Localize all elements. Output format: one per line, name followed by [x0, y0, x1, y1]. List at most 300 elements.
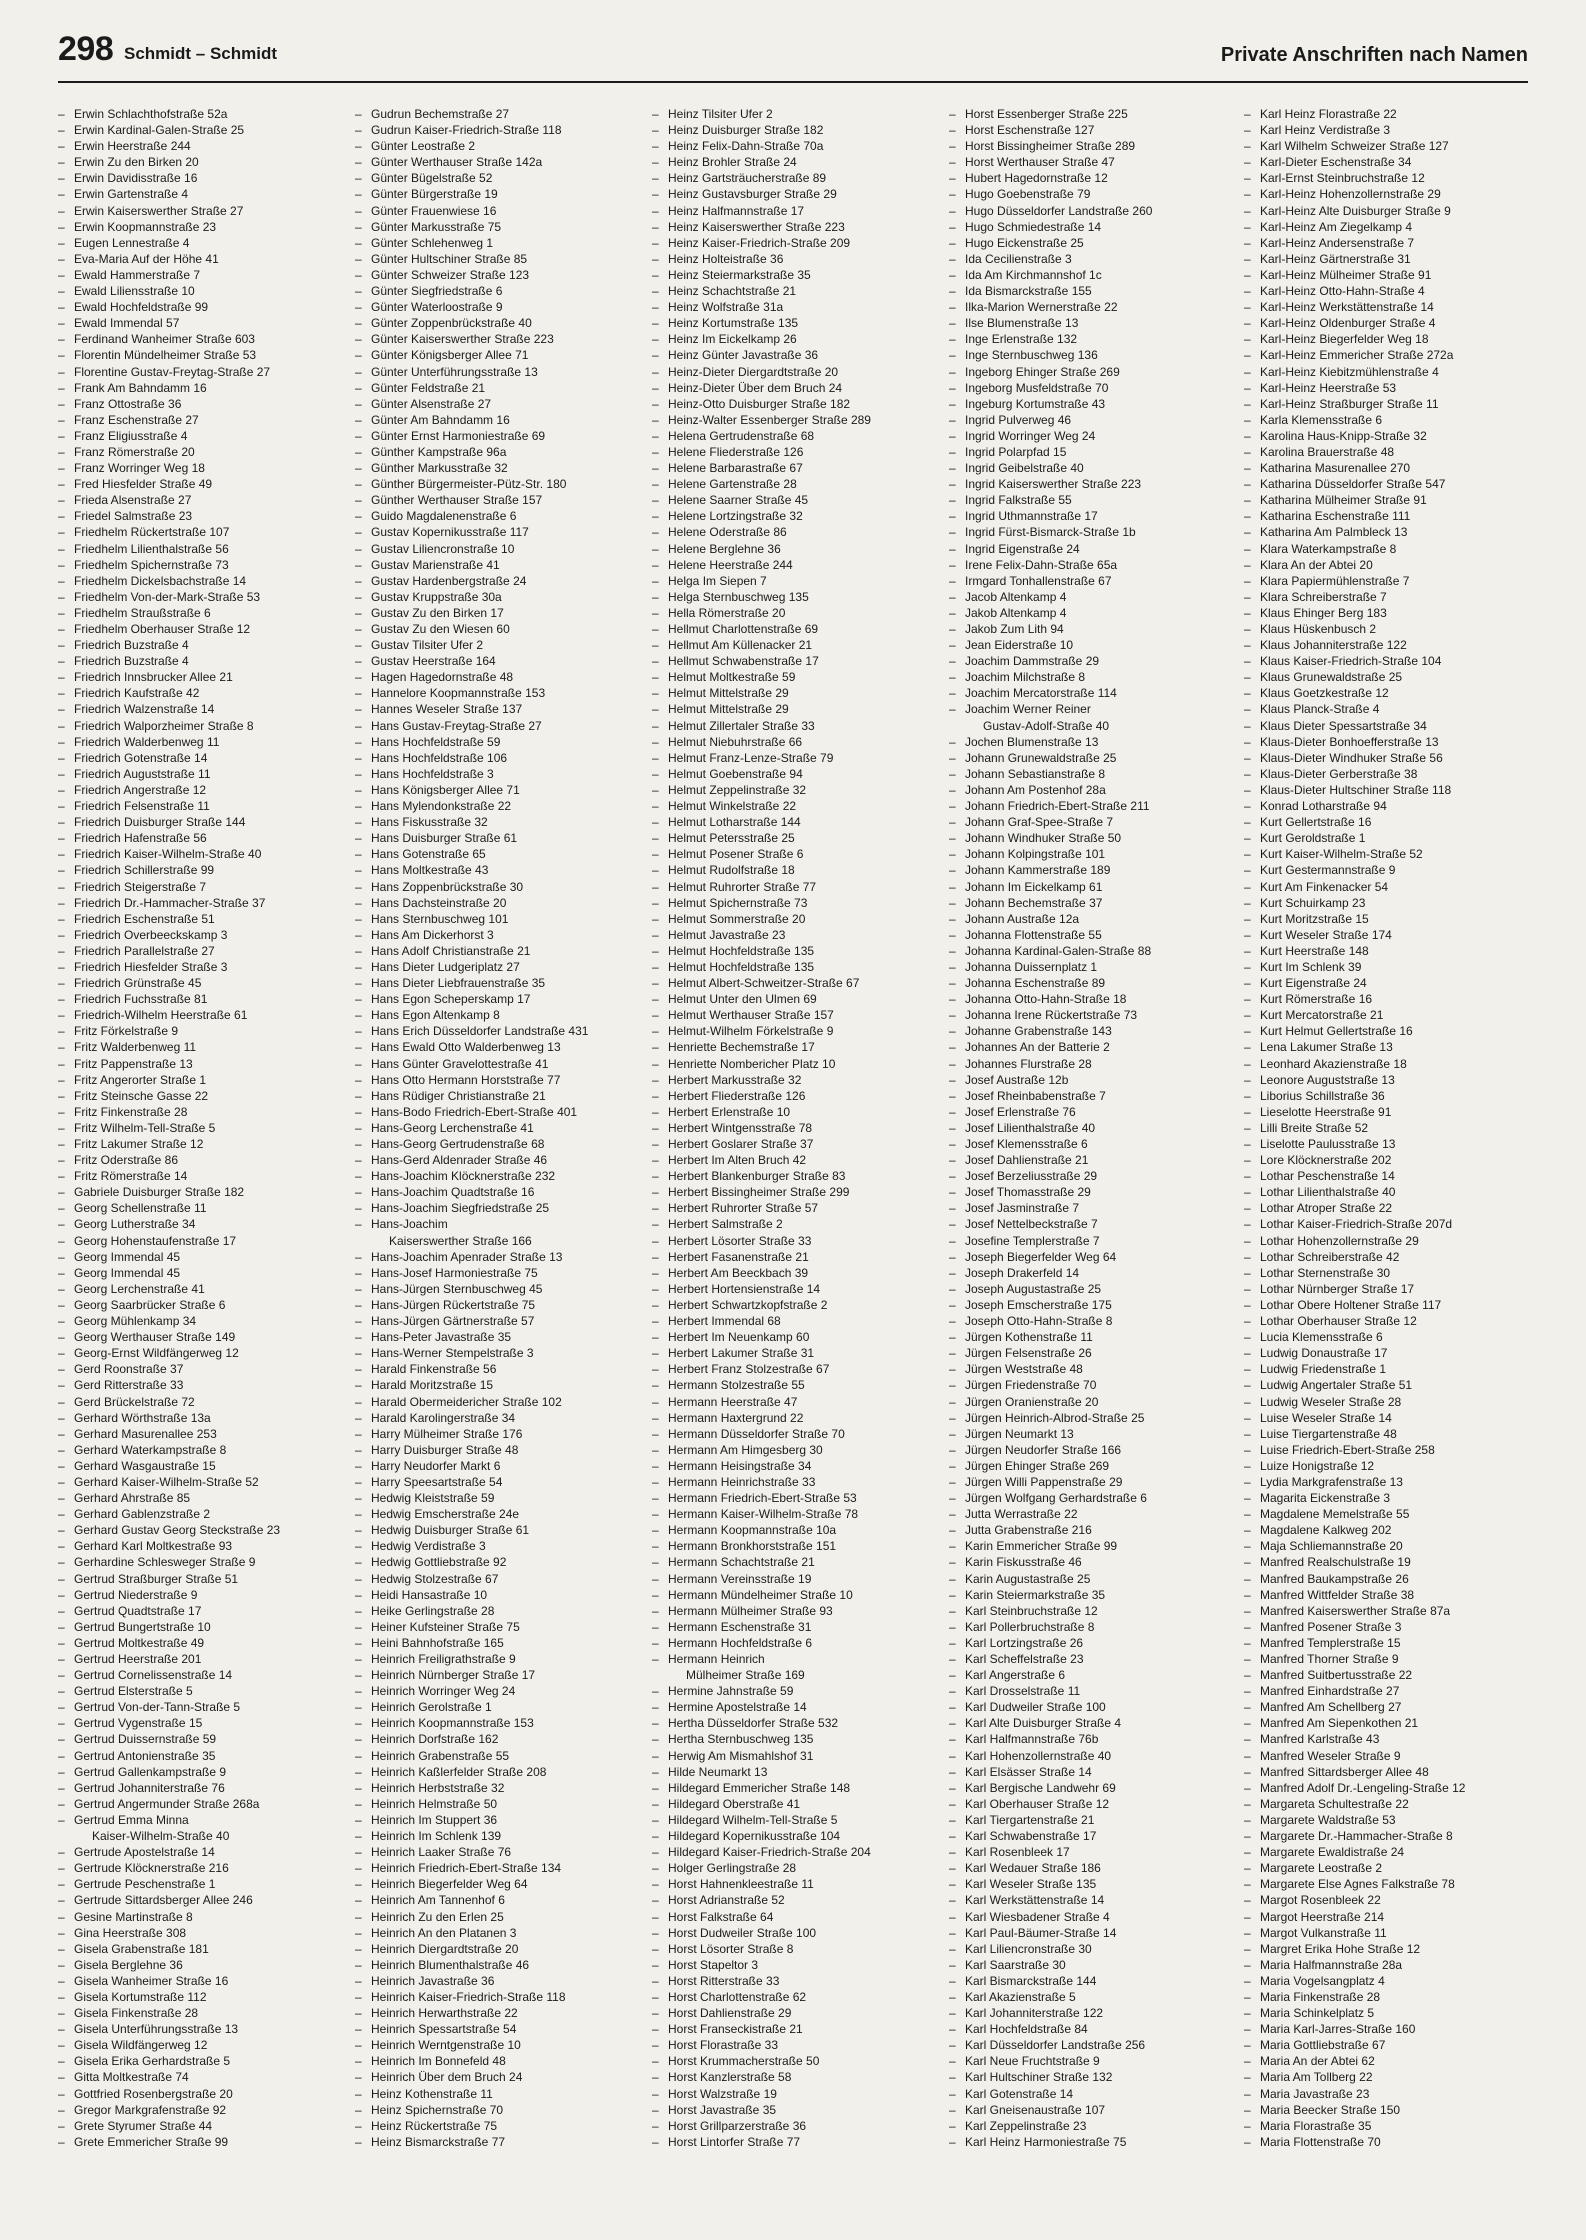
entry-dash: – — [949, 2086, 956, 2101]
directory-entry: – Heinrich Helmstraße 50 — [355, 1796, 498, 1811]
entry-dash: – — [652, 734, 659, 749]
directory-entry: – Friedrich Hiesfelder Straße 3 — [58, 959, 228, 974]
directory-entry: – Gustav Heerstraße 164 — [355, 654, 496, 669]
directory-entry: – Karl Akazienstraße 5 — [949, 1989, 1076, 2004]
entry-dash: – — [355, 1539, 362, 1554]
entry-dash: – — [58, 557, 65, 572]
directory-entry: – Günter Bürgerstraße 19 — [355, 187, 498, 202]
entry-dash: – — [355, 1716, 362, 1731]
directory-entry: – Friedrich Grünstraße 45 — [58, 976, 202, 991]
directory-entry: – Heinz Tilsiter Ufer 2 — [652, 107, 773, 121]
entry-dash: – — [58, 1426, 65, 1441]
directory-entry: – Heinrich Gerolstraße 1 — [355, 1700, 492, 1715]
directory-entry: – Hans Rüdiger Christianstraße 21 — [355, 1088, 546, 1103]
directory-entry: – Heidi Hansastraße 10 — [355, 1587, 488, 1602]
directory-entry: – Gertrud Von-der-Tann-Straße 5 — [58, 1700, 241, 1715]
entry-dash: – — [652, 187, 659, 202]
directory-entry: – Kurt Römerstraße 16 — [1244, 992, 1373, 1007]
entry-dash: – — [949, 1909, 956, 1924]
directory-entry: – Horst Grillparzerstraße 36 — [652, 2118, 807, 2133]
entry-dash: – — [355, 461, 362, 476]
directory-entry: – Johanna Flottenstraße 55 — [949, 927, 1102, 942]
entry-dash: – — [949, 1893, 956, 1908]
directory-entry: – Horst Essenberger Straße 225 — [949, 107, 1128, 121]
entry-dash: – — [58, 702, 65, 717]
entry-dash: – — [1244, 1169, 1251, 1184]
entry-dash: – — [355, 1281, 362, 1296]
entry-dash: – — [58, 2118, 65, 2133]
entry-dash: – — [1244, 879, 1251, 894]
entry-dash: – — [58, 219, 65, 234]
entry-dash: – — [949, 1925, 956, 1940]
entry-dash: – — [58, 1072, 65, 1087]
directory-entry: – Margot Vulkanstraße 11 — [1244, 1925, 1387, 1940]
entry-dash: – — [355, 123, 362, 138]
entry-dash: – — [652, 1169, 659, 1184]
entry-dash: – — [652, 380, 659, 395]
directory-entry: – Manfred Kaiserswerther Straße 87a — [1244, 1603, 1451, 1618]
directory-entry: – Heinz Gustavsburger Straße 29 — [652, 187, 837, 202]
directory-entry: – Ida Cecilienstraße 3 — [949, 251, 1072, 266]
directory-entry: – Kurt Heerstraße 148 — [1244, 943, 1369, 958]
directory-entry: – Hermann Kaiser-Wilhelm-Straße 78 — [652, 1507, 859, 1522]
directory-entry: – Irmgard Tonhallenstraße 67 — [949, 573, 1112, 588]
entry-dash: – — [949, 589, 956, 604]
entry-dash: – — [58, 2054, 65, 2069]
entry-dash: – — [1244, 1410, 1251, 1425]
entry-dash: – — [652, 2086, 659, 2101]
entry-dash: – — [949, 2006, 956, 2021]
entry-dash: – — [652, 123, 659, 138]
entry-dash: – — [355, 1764, 362, 1779]
entry-dash: – — [58, 509, 65, 524]
entry-dash: – — [949, 1426, 956, 1441]
directory-entry: – Karl Wilhelm Schweizer Straße 127 — [1244, 139, 1449, 154]
directory-entry: – Hermine Apostelstraße 14 — [652, 1700, 807, 1715]
entry-dash: – — [58, 1845, 65, 1860]
directory-entry: – Gustav Hardenbergstraße 24 — [355, 573, 527, 588]
directory-entry: – Horst Stapeltor 3 — [652, 1957, 759, 1972]
name-range-title: Schmidt – Schmidt — [124, 44, 278, 63]
directory-entry: – Gertrud Angermunder Straße 268a — [58, 1796, 260, 1811]
directory-entry: – Herbert Wintgensstraße 78 — [652, 1120, 813, 1135]
directory-entry: – Heinz Brohler Straße 24 — [652, 155, 797, 170]
directory-entry: – Helmut Albert-Schweitzer-Straße 67 — [652, 976, 860, 991]
directory-entry: – Günther Bürgermeister-Pütz-Str. 180 — [355, 477, 567, 492]
entry-dash: – — [58, 766, 65, 781]
directory-entry: – Ingrid Eigenstraße 24 — [949, 541, 1080, 556]
entry-dash: – — [1244, 782, 1251, 797]
entry-dash: – — [652, 1507, 659, 1522]
directory-entry: – Hannes Weseler Straße 137 — [355, 702, 523, 717]
directory-entry: – Karl Dudweiler Straße 100 — [949, 1700, 1106, 1715]
entry-dash: – — [949, 1652, 956, 1666]
directory-entry: – Herbert Blankenburger Straße 83 — [652, 1169, 846, 1184]
directory-entry: – Johann Graf-Spee-Straße 7 — [949, 815, 1114, 830]
directory-entry: – Gisela Wildfängerweg 12 — [58, 2038, 208, 2053]
entry-dash: – — [58, 1249, 65, 1264]
directory-entry: – Maria Florastraße 35 — [1244, 2118, 1372, 2133]
entry-dash: – — [1244, 444, 1251, 459]
directory-entry: – Karl Paul-Bäumer-Straße 14 — [949, 1925, 1117, 1940]
directory-entry: – Friedrich Eschenstraße 51 — [58, 911, 215, 926]
entry-dash: – — [58, 1555, 65, 1570]
entry-dash: – — [1244, 300, 1251, 315]
directory-entry: – Erwin Kardinal-Galen-Straße 25 — [58, 123, 245, 138]
directory-entry: – Ingeborg Ehinger Straße 269 — [949, 364, 1120, 379]
directory-entry-continuation: Mülheimer Straße 169 — [686, 1668, 805, 1683]
entry-dash: – — [1244, 831, 1251, 846]
directory-entry: – Hans-Joachim Quadtstraße 16 — [355, 1185, 535, 1200]
directory-entry: – Karl Gotenstraße 14 — [949, 2086, 1074, 2101]
entry-dash: – — [652, 428, 659, 443]
directory-entry: – Hertha Sternbuschweg 135 — [652, 1732, 814, 1747]
directory-entry: – Karin Emmericher Straße 99 — [949, 1539, 1118, 1554]
directory-entry: – Gisela Wanheimer Straße 16 — [58, 1973, 229, 1988]
directory-entry: – Jakob Altenkamp 4 — [949, 605, 1067, 620]
directory-entry: – Hedwig Duisburger Straße 61 — [355, 1523, 530, 1538]
entry-dash: – — [58, 2134, 65, 2149]
directory-entry: – Klaus Ehinger Berg 183 — [1244, 605, 1387, 620]
entry-dash: – — [355, 2134, 362, 2149]
entry-dash: – — [652, 1201, 659, 1216]
entry-dash: – — [949, 1989, 956, 2004]
entry-dash: – — [355, 1973, 362, 1988]
entry-dash: – — [1244, 380, 1251, 395]
directory-entry: – Johanna Kardinal-Galen-Straße 88 — [949, 943, 1152, 958]
directory-entry: – Johann Grunewaldstraße 25 — [949, 750, 1117, 765]
directory-entry: – Friedrich Gotenstraße 14 — [58, 750, 208, 765]
directory-entry: – Hagen Hagedornstraße 48 — [355, 670, 514, 685]
directory-entry: – Heinrich Javastraße 36 — [355, 1973, 495, 1988]
directory-entry: – Jacob Altenkamp 4 — [949, 589, 1067, 604]
entry-dash: – — [652, 1539, 659, 1554]
directory-entry: – Hildegard Emmericher Straße 148 — [652, 1780, 851, 1795]
entry-dash: – — [58, 1796, 65, 1811]
directory-entry-continuation: Kaiserswerther Straße 166 — [389, 1233, 532, 1248]
entry-dash: – — [58, 959, 65, 974]
entry-dash: – — [949, 1072, 956, 1087]
directory-entry: – Karolina Haus-Knipp-Straße 32 — [1244, 428, 1427, 443]
directory-entry: – Gertrud Quadtstraße 17 — [58, 1603, 202, 1618]
entry-dash: – — [1244, 155, 1251, 170]
entry-dash: – — [949, 123, 956, 138]
entry-dash: – — [949, 364, 956, 379]
directory-entry: – Hermann Stolzestraße 55 — [652, 1378, 805, 1393]
directory-entry: – Hans-Jürgen Sternbuschweg 45 — [355, 1281, 543, 1296]
entry-dash: – — [949, 1040, 956, 1055]
entry-dash: – — [355, 316, 362, 331]
entry-dash: – — [1244, 461, 1251, 476]
entry-dash: – — [355, 1555, 362, 1570]
entry-dash: – — [652, 622, 659, 636]
directory-entry: – Ferdinand Wanheimer Straße 603 — [58, 332, 255, 347]
directory-entry: – Karl Halfmannstraße 76b — [949, 1732, 1099, 1747]
entry-dash: – — [58, 1812, 65, 1827]
directory-entry: – Georg Lutherstraße 34 — [58, 1217, 196, 1232]
directory-entry: – Kurt Gellertstraße 16 — [1244, 815, 1372, 830]
directory-entry: – Johannes An der Batterie 2 — [949, 1040, 1110, 1055]
entry-dash: – — [949, 380, 956, 395]
directory-entry: – Helmut Goebenstraße 94 — [652, 766, 803, 781]
directory-entry: – Herbert Im Neuenkamp 60 — [652, 1330, 810, 1345]
directory-entry: – Günter Bügelstraße 52 — [355, 171, 493, 186]
entry-dash: – — [58, 171, 65, 186]
entry-dash: – — [1244, 1684, 1251, 1699]
entry-dash: – — [1244, 332, 1251, 347]
entry-dash: – — [1244, 348, 1251, 363]
entry-dash: – — [58, 1764, 65, 1779]
directory-entry: – Kurt Schuirkamp 23 — [1244, 895, 1366, 910]
directory-entry: – Friedhelm Rückertstraße 107 — [58, 525, 230, 540]
entry-dash: – — [1244, 1040, 1251, 1055]
entry-dash: – — [355, 573, 362, 588]
directory-entry: – Josef Nettelbeckstraße 7 — [949, 1217, 1098, 1232]
entry-dash: – — [949, 622, 956, 636]
directory-entry: – Hans Gustav-Freytag-Straße 27 — [355, 718, 542, 733]
entry-dash: – — [1244, 1941, 1251, 1956]
directory-entry: – Gertrud Straßburger Straße 51 — [58, 1571, 239, 1586]
entry-dash: – — [355, 831, 362, 846]
entry-dash: – — [652, 1314, 659, 1329]
entry-dash: – — [355, 670, 362, 685]
directory-entry: – Hans Am Dickerhorst 3 — [355, 927, 494, 942]
entry-dash: – — [949, 686, 956, 701]
directory-entry: – Karl Lortzingstraße 26 — [949, 1635, 1084, 1650]
page-header — [58, 30, 1528, 78]
entry-dash: – — [1244, 1394, 1251, 1409]
directory-entry: – Henriette Nombericher Platz 10 — [652, 1056, 836, 1071]
directory-entry: – Hans Gotenstraße 65 — [355, 847, 486, 862]
directory-entry: – Hans Mylendonkstraße 22 — [355, 799, 512, 814]
directory-entry: – Helmut Ruhrorter Straße 77 — [652, 879, 817, 894]
directory-entry: – Heinrich Freiligrathstraße 9 — [355, 1652, 516, 1666]
entry-dash: – — [949, 1153, 956, 1168]
directory-entry: – Hermann Schachtstraße 21 — [652, 1555, 815, 1570]
directory-entry: – Herbert Franz Stolzestraße 67 — [652, 1362, 830, 1377]
directory-entry: – Helmut Hochfeldstraße 135 — [652, 959, 815, 974]
entry-dash: – — [949, 396, 956, 411]
entry-dash: – — [652, 171, 659, 186]
directory-entry: – Harry Mülheimer Straße 176 — [355, 1426, 523, 1441]
directory-entry: – Jürgen Friedenstraße 70 — [949, 1378, 1097, 1393]
directory-entry: – Heinrich Blumenthalstraße 46 — [355, 1957, 530, 1972]
entry-dash: – — [355, 107, 362, 121]
entry-dash: – — [355, 139, 362, 154]
directory-entry: – Fritz Lakumer Straße 12 — [58, 1137, 204, 1151]
directory-entry: – Karl-Heinz Oldenburger Straße 4 — [1244, 316, 1436, 331]
entry-dash: – — [355, 589, 362, 604]
directory-entry: – Gerhard Waterkampstraße 8 — [58, 1442, 227, 1457]
entry-dash: – — [58, 1346, 65, 1361]
directory-entry: – Jürgen Weststraße 48 — [949, 1362, 1083, 1377]
directory-entry: – Horst Dahlienstraße 29 — [652, 2006, 792, 2021]
entry-dash: – — [949, 461, 956, 476]
directory-entry: – Horst Dudweiler Straße 100 — [652, 1925, 817, 1940]
directory-entry: – Heinz Gartsträucherstraße 89 — [652, 171, 827, 186]
directory-entry: – Margareta Schultestraße 22 — [1244, 1796, 1409, 1811]
entry-dash: – — [949, 139, 956, 154]
entry-dash: – — [1244, 1153, 1251, 1168]
directory-entry: – Jürgen Wolfgang Gerhardstraße 6 — [949, 1491, 1147, 1506]
directory-entry: – Hans-Werner Stempelstraße 3 — [355, 1346, 534, 1361]
directory-entry: – Karin Steiermarkstraße 35 — [949, 1587, 1106, 1602]
directory-entry: – Friedrich Buzstraße 4 — [58, 654, 189, 669]
entry-dash: – — [58, 2102, 65, 2117]
directory-entry: – Gottfried Rosenbergstraße 20 — [58, 2086, 233, 2101]
entry-dash: – — [355, 976, 362, 991]
entry-dash: – — [949, 1314, 956, 1329]
entry-dash: – — [1244, 1507, 1251, 1522]
directory-entry: – Helmut Werthauser Straße 157 — [652, 1008, 834, 1023]
entry-dash: – — [58, 251, 65, 266]
entry-dash: – — [949, 1394, 956, 1409]
entry-dash: – — [58, 976, 65, 991]
entry-dash: – — [355, 509, 362, 524]
entry-dash: – — [355, 2038, 362, 2053]
entry-dash: – — [652, 1893, 659, 1908]
directory-entry: – Herbert Schwartzkopfstraße 2 — [652, 1297, 828, 1312]
entry-dash: – — [949, 300, 956, 315]
directory-entry: – Helmut Zillertaler Straße 33 — [652, 718, 815, 733]
entry-dash: – — [355, 364, 362, 379]
entry-dash: – — [652, 1185, 659, 1200]
entry-dash: – — [1244, 1523, 1251, 1538]
directory-entry: – Herbert Fasanenstraße 21 — [652, 1249, 809, 1264]
directory-entry: – Maja Schliemannstraße 20 — [1244, 1539, 1403, 1554]
directory-entry: – Karl-Heinz Alte Duisburger Straße 9 — [1244, 203, 1451, 218]
entry-dash: – — [949, 959, 956, 974]
entry-dash: – — [652, 927, 659, 942]
entry-dash: – — [949, 477, 956, 492]
entry-dash: – — [355, 1217, 362, 1232]
directory-entry: – Klaus-Dieter Gerberstraße 38 — [1244, 766, 1418, 781]
entry-dash: – — [355, 1780, 362, 1795]
entry-dash: – — [949, 1716, 956, 1731]
entry-dash: – — [652, 766, 659, 781]
directory-entry: – Heinz-Dieter Über dem Bruch 24 — [652, 380, 843, 395]
entry-dash: – — [949, 911, 956, 926]
directory-entry: – Heini Bahnhofstraße 165 — [355, 1635, 504, 1650]
directory-entry: – Heinz Kaiser-Friedrich-Straße 209 — [652, 235, 851, 250]
entry-dash: – — [58, 654, 65, 669]
entry-dash: – — [355, 1153, 362, 1168]
directory-entry: – Hans Zoppenbrückstraße 30 — [355, 879, 524, 894]
directory-entry: – Karl Heinz Verdistraße 3 — [1244, 123, 1391, 138]
entry-dash: – — [355, 412, 362, 427]
entry-dash: – — [1244, 686, 1251, 701]
directory-entry: – Friedrich Felsenstraße 11 — [58, 799, 210, 814]
entry-dash: – — [355, 1587, 362, 1602]
entry-dash: – — [949, 1877, 956, 1892]
entry-dash: – — [355, 187, 362, 202]
entry-dash: – — [652, 750, 659, 765]
entry-dash: – — [949, 155, 956, 170]
directory-column-5 — [1244, 106, 1528, 2226]
entry-dash: – — [949, 171, 956, 186]
entry-dash: – — [949, 187, 956, 202]
directory-entry: – Helmut Rudolfstraße 18 — [652, 863, 795, 878]
directory-entry: – Gerd Roonstraße 37 — [58, 1362, 184, 1377]
entry-dash: – — [1244, 493, 1251, 508]
directory-entry: – Maria Beecker Straße 150 — [1244, 2102, 1401, 2117]
entry-dash: – — [652, 654, 659, 669]
directory-entry: – Heinrich Herbststraße 32 — [355, 1780, 505, 1795]
directory-entry: – Lieselotte Heerstraße 91 — [1244, 1104, 1392, 1119]
entry-dash: – — [652, 1941, 659, 1956]
entry-dash: – — [652, 2102, 659, 2117]
entry-dash: – — [1244, 799, 1251, 814]
directory-entry: – Horst Bissingheimer Straße 289 — [949, 139, 1136, 154]
directory-entry: – Heinrich Im Bonnefeld 48 — [355, 2054, 506, 2069]
entry-dash: – — [58, 284, 65, 299]
entry-dash: – — [355, 1056, 362, 1071]
directory-entry: – Karl Saarstraße 30 — [949, 1957, 1066, 1972]
entry-dash: – — [355, 1748, 362, 1763]
directory-entry: – Friedrich Buzstraße 4 — [58, 638, 189, 653]
entry-dash: – — [58, 267, 65, 282]
directory-entry: – Helena Gertrudenstraße 68 — [652, 428, 815, 443]
entry-dash: – — [355, 750, 362, 765]
directory-entry: – Gertrud Cornelissenstraße 14 — [58, 1668, 233, 1683]
directory-entry: – Manfred Realschulstraße 19 — [1244, 1555, 1411, 1570]
entry-dash: – — [949, 638, 956, 653]
directory-entry: – Manfred Thorner Straße 9 — [1244, 1652, 1399, 1666]
directory-entry: – Jürgen Kothenstraße 11 — [949, 1330, 1093, 1345]
entry-dash: – — [652, 879, 659, 894]
entry-dash: – — [652, 1909, 659, 1924]
directory-entry: – Klaus Dieter Spessartstraße 34 — [1244, 718, 1427, 733]
entry-dash: – — [1244, 1989, 1251, 2004]
entry-dash: – — [58, 1410, 65, 1425]
directory-entry: – Hans-Joachim — [355, 1217, 448, 1232]
entry-dash: – — [1244, 734, 1251, 749]
directory-entry: – Heinz Kortumstraße 135 — [652, 316, 799, 331]
directory-entry: – Jutta Grabenstraße 216 — [949, 1523, 1092, 1538]
entry-dash: – — [652, 1024, 659, 1039]
directory-entry: – Friedrich Walporzheimer Straße 8 — [58, 718, 254, 733]
entry-dash: – — [1244, 863, 1251, 878]
directory-entry: – Karl-Heinz Am Ziegelkamp 4 — [1244, 219, 1413, 234]
entry-dash: – — [355, 1491, 362, 1506]
directory-entry: – Josef Rheinbabenstraße 7 — [949, 1088, 1106, 1103]
entry-dash: – — [1244, 1909, 1251, 1924]
directory-entry: – Günter Waterloostraße 9 — [355, 300, 503, 315]
entry-dash: – — [58, 541, 65, 556]
entry-dash: – — [949, 428, 956, 443]
directory-entry: – Lothar Hohenzollernstraße 29 — [1244, 1233, 1419, 1248]
directory-entry: – Hannelore Koopmannstraße 153 — [355, 686, 546, 701]
directory-entry: – Karl Heinz Harmoniestraße 75 — [949, 2134, 1127, 2149]
entry-dash: – — [1244, 235, 1251, 250]
directory-entry: – Fritz Steinsche Gasse 22 — [58, 1088, 209, 1103]
directory-entry: – Johannes Flurstraße 28 — [949, 1056, 1092, 1071]
directory-entry: – Friedrich Kaiser-Wilhelm-Straße 40 — [58, 847, 262, 862]
directory-entry: – Gertrude Apostelstraße 14 — [58, 1845, 215, 1860]
directory-entry-continuation: Gustav-Adolf-Straße 40 — [983, 718, 1110, 733]
entry-dash: – — [1244, 1024, 1251, 1039]
entry-dash: – — [949, 1120, 956, 1135]
entry-dash: – — [1244, 895, 1251, 910]
directory-entry: – Hans Sternbuschweg 101 — [355, 911, 509, 926]
directory-entry: – Fritz Oderstraße 86 — [58, 1153, 179, 1168]
entry-dash: – — [355, 1314, 362, 1329]
directory-entry: – Ilse Blumenstraße 13 — [949, 316, 1079, 331]
directory-entry: – Horst Ritterstraße 33 — [652, 1973, 780, 1988]
entry-dash: – — [1244, 1056, 1251, 1071]
page-number: 298 — [58, 30, 114, 68]
directory-entry: – Heinz Holteistraße 36 — [652, 251, 784, 266]
